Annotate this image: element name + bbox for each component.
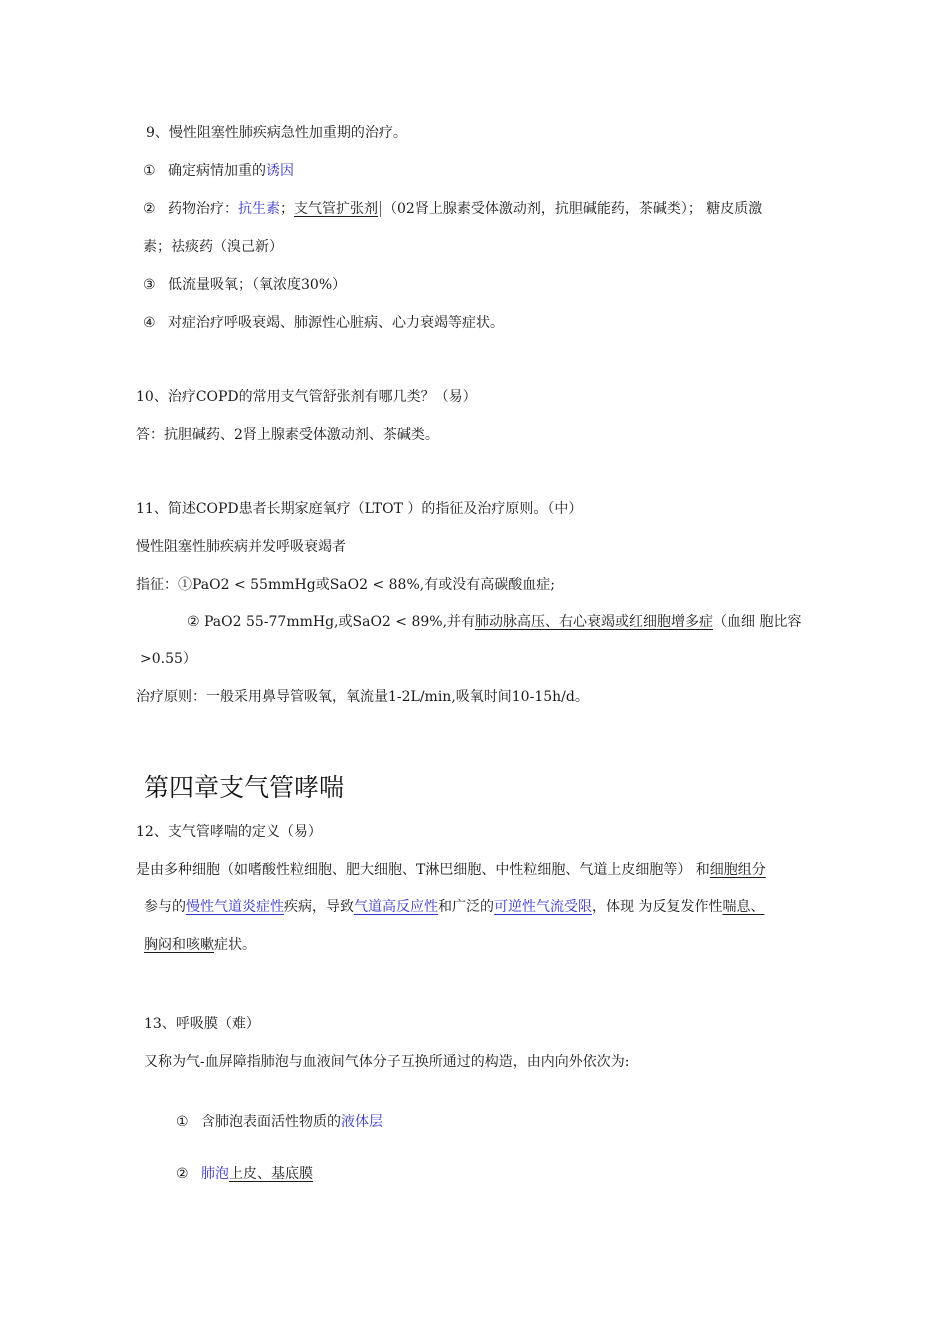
- definition-text: 是由多种细胞（如嗜酸性粒细胞、肥大细胞、T淋巴细胞、中性粒细胞、气道上皮细胞等） 和: [136, 862, 710, 878]
- item-number: ①: [176, 1114, 189, 1130]
- q12-definition-line-1: [136, 861, 766, 879]
- q11-line-1: 慢性阻塞性肺疾病并发呼吸衰竭者: [136, 539, 346, 555]
- item-text: 对症治疗呼吸衰竭、肺源性心脏病、心力衰竭等症状。: [168, 315, 505, 331]
- highlight-term: 肺泡: [201, 1166, 230, 1182]
- definition-text: 疾病，导致: [284, 899, 354, 915]
- item-text: 确定病情加重的: [168, 163, 267, 179]
- item-text: 含肺泡表面活性物质的: [201, 1114, 342, 1130]
- separator: ；: [280, 201, 295, 217]
- text-cursor: [380, 201, 381, 217]
- q13-title: 13、呼吸膜（难）: [144, 1016, 260, 1032]
- q11-indication-2-continued: >0.55）: [140, 651, 197, 667]
- item-number: ②: [143, 201, 156, 217]
- item-number: ②: [176, 1166, 189, 1182]
- q12-definition-line-2: [144, 898, 764, 916]
- highlight-term: 液体层: [341, 1114, 384, 1130]
- indication-text-rest: （血细 胞比容: [713, 614, 802, 630]
- highlight-term: 抗生素: [238, 201, 281, 217]
- q11-indication-2: [187, 613, 801, 631]
- q9-item-4: [143, 314, 504, 332]
- item-number: ④: [143, 315, 156, 331]
- q11-indication-1: 指征：①PaO2 < 55mmHg或SaO2 < 88%,有或没有高碳酸血症;: [136, 577, 555, 593]
- definition-text: ，体现 为反复发作性: [592, 899, 723, 915]
- definition-text: 参与的: [144, 899, 186, 915]
- linked-term: 慢性气道炎症性: [186, 899, 284, 915]
- q9-item-2: [143, 200, 762, 218]
- q10-answer: 答：抗胆碱药、2肾上腺素受体激动剂、茶碱类。: [136, 427, 439, 443]
- q9-title: 9、慢性阻塞性肺疾病急性加重期的治疗。: [146, 125, 407, 141]
- q9-item-2-continued: 素；祛痰药（溴己新）: [143, 239, 283, 255]
- q10-title: 10、治疗COPD的常用支气管舒张剂有哪几类？（易）: [136, 389, 477, 405]
- underlined-term: 喘息、: [722, 899, 765, 915]
- underlined-term: 支气管扩张剂: [294, 201, 379, 217]
- q13-item-2: [176, 1165, 313, 1183]
- linked-term: 可逆性气流受限: [494, 899, 592, 915]
- linked-term: 气道高反应性: [354, 899, 438, 915]
- item-text: 低流量吸氧；（氧浓度30%）: [168, 277, 347, 293]
- q9-item-3: [143, 276, 346, 294]
- underlined-term: 细胞组分: [709, 862, 766, 878]
- q11-principle: 治疗原则：一般采用鼻导管吸氧，氧流量1-2L/min,吸氧时间10-15h/d。: [136, 689, 589, 705]
- indication-text: ② PaO2 55-77mmHg,或SaO2 < 89%,并有: [187, 614, 476, 630]
- q13-item-1: [176, 1113, 383, 1131]
- item-text: 药物治疗：: [168, 201, 239, 217]
- definition-text: 和广泛的: [438, 899, 494, 915]
- chapter-heading: 第四章支气管哮喘: [144, 773, 345, 802]
- q12-title: 12、支气管哮喘的定义（易）: [136, 824, 322, 840]
- item-text-rest: （02肾上腺素受体激动剂，抗胆碱能药，茶碱类）； 糖皮质激: [383, 201, 763, 217]
- q12-definition-line-3: [144, 936, 256, 954]
- underlined-term: 肺动脉高压、右心衰竭或红细胞增多症: [475, 614, 714, 630]
- highlight-term: 诱因: [266, 163, 295, 179]
- item-number: ①: [143, 163, 156, 179]
- underlined-term: 上皮、基底膜: [229, 1166, 314, 1182]
- q13-description: 又称为气-血屏障指肺泡与血液间气体分子互换所通过的构造，由内向外依次为:: [144, 1054, 630, 1070]
- q9-item-1: [143, 162, 294, 180]
- q11-title: 11、简述COPD患者长期家庭氧疗（LTOT ）的指征及治疗原则。（中）: [136, 501, 583, 517]
- definition-text: 症状。: [214, 937, 256, 953]
- item-number: ③: [143, 277, 156, 293]
- underlined-term: 胸闷和咳嗽: [144, 937, 214, 953]
